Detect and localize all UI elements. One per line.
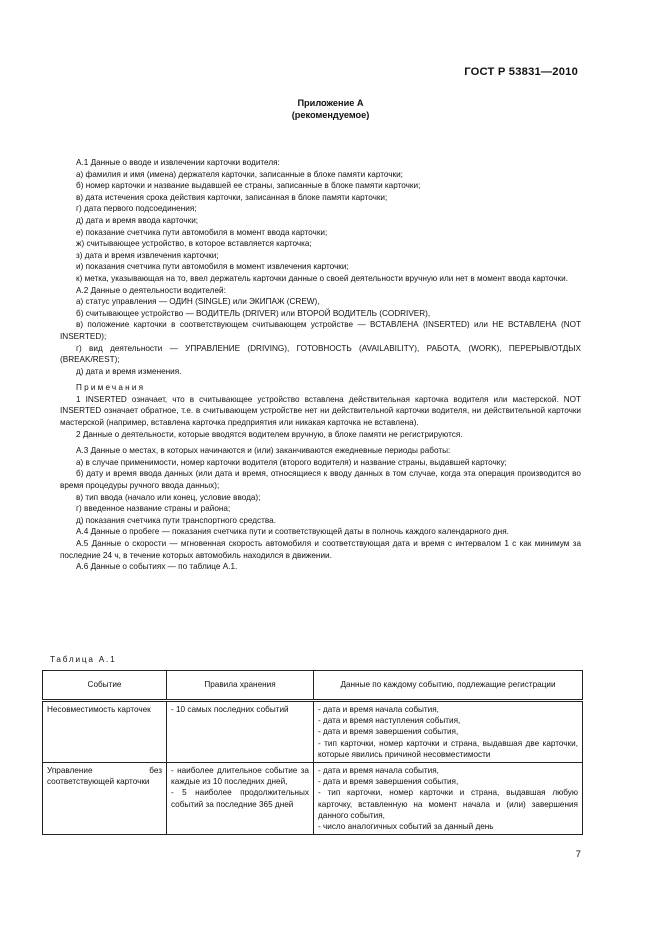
list-item: г) дата первого подсоединения; [76,204,197,214]
event-cell [43,701,167,763]
column-header-data: Данные по каждому событию, подлежащие регистрации [314,671,583,701]
list-item: г) введенное название страны и района; [76,504,231,514]
list-item: е) показание счетчика пути автомобиля в момент ввода карточки; [76,227,328,237]
cell-line: - тип карточки, номер карточки и страна, выдавшая две карточки, которые явились причиной несовместимости [318,738,578,759]
data-cell [314,763,583,835]
data-cell [314,701,583,763]
note-item: 2 Данные о деятельности, которые вводятся водителем вручную, в блоке памяти не регистрируются. [76,429,463,439]
cell-line: - тип карточки, номер карточки и страна, выдавшая любую карточку, вставленную на момент начала и (или) завершения данного события, [318,788,578,820]
annex-subtitle: (рекомендуемое) [291,110,370,120]
list-item: б) номер карточки и название выдавшей ее страны, записанные в блоке памяти карточки; [76,181,421,191]
list-item: ж) считывающее устройство, в которое вставляется карточка; [76,239,312,249]
section-a4: А.4 Данные о пробеге — показания счетчика пути и соответствующей даты в полночь каждого календарного дня. [76,527,509,537]
cell-line: - дата и время начала события, [318,766,439,776]
table-header-row [43,671,583,701]
section-a3-heading: А.3 Данные о местах, в которых начинаются и (или) заканчиваются ежедневные периоды работы: [76,446,451,456]
list-item: а) статус управления — ОДИН (SINGLE) или ЭКИПАЖ (CREW), [76,297,320,307]
list-item: к) метка, указывающая на то, ввел держатель карточки данные о своей деятельности вручную или нет в момент ввода карточки. [76,273,568,283]
note-item: 1 INSERTED означает, что в считывающее устройство вставлена действительная карточка водителя или мастерской. NOT INSERTED означает обратное, т.е. в считывающем устройстве нет ни действительной карточки водителя, ни действительной карточки мастерской (например, вставлена карточка предприятия или никакая карточка не вставлена). [60,394,581,428]
list-item: з) дата и время извлечения карточки; [76,250,219,260]
column-header-event: Событие [43,671,167,701]
section-a2-heading: А.2 Данные о деятельности водителей: [76,285,226,295]
section-a6: А.6 Данные о событиях — по таблице А.1. [76,562,238,572]
column-header-storage: Правила хранения [167,671,314,701]
list-item: а) фамилия и имя (имена) держателя карточки, записанные в блоке памяти карточки; [76,169,403,179]
annex-title: Приложение А [297,98,364,108]
cell-line: - дата и время завершения события, [318,777,459,787]
storage-cell [167,701,314,763]
cell-line: - число аналогичных событий за данный день [318,822,494,832]
list-item: в) положение карточки в соответствующем считывающем устройстве — ВСТАВЛЕНА (INSERTED) или НЕ ВСТАВЛЕНА (NOT INSERTED); [60,320,581,341]
list-item: б) дату и время ввода данных (или дата и время, относящиеся к вводу данных в том случае, когда эта операция производится во время процедуры ручного ввода данных); [60,469,581,491]
events-table [42,670,583,835]
list-item: д) дата и время изменения. [76,366,182,376]
table-row [43,763,583,835]
cell-line: - дата и время наступления события, [318,716,461,726]
list-item: д) показания счетчика пути транспортного средства. [76,515,276,525]
cell-line: - 5 наиболее продолжительных событий за последние 365 дней [171,788,309,809]
list-item: а) в случае применимости, номер карточки водителя (второго водителя) и название страны, выдавшей карточку; [76,457,507,467]
document-body [60,157,581,573]
cell-text: Несовместимость карточек [47,705,151,714]
page-number: 7 [575,849,581,860]
standard-number: ГОСТ Р 53831—2010 [464,66,578,78]
list-item: и) показания счетчика пути автомобиля в момент извлечения карточки; [76,262,349,272]
list-item: в) дата истечения срока действия карточки, записанная в блоке памяти карточки; [76,192,388,202]
list-item: г) вид деятельности — УПРАВЛЕНИЕ (DRIVING), ГОТОВНОСТЬ (AVAILABILITY), РАБОТА, (WORK), ПЕРЕРЫВ/ОТДЫХ (BREAK/REST); [60,343,581,365]
table-row [43,701,583,763]
cell-line: - 10 самых последних событий [171,705,289,714]
notes-heading: Примечания [76,383,146,393]
section-a5: А.5 Данные о скорости — мгновенная скорость автомобиля и соответствующая дата и время с интервалом 1 с как минимум за последние 24 ч, в течение которых автомобиль находился в движении. [60,539,581,560]
storage-cell [167,763,314,835]
cell-text: Управление без соответствующей карточки [47,766,162,787]
cell-line: - наиболее длительное событие за каждые из 10 последних дней, [171,766,309,787]
cell-line: - дата и время начала события, [318,705,439,714]
cell-line: - дата и время завершения события, [318,727,459,737]
table-caption: Таблица А.1 [50,655,117,664]
list-item: б) считывающее устройство — ВОДИТЕЛЬ (DRIVER) или ВТОРОЙ ВОДИТЕЛЬ (CODRIVER), [76,308,431,318]
list-item: д) дата и время ввода карточки; [76,215,199,225]
list-item: в) тип ввода (начало или конец, условие ввода); [76,492,261,502]
section-a1-heading: А.1 Данные о вводе и извлечении карточки водителя: [76,158,280,167]
event-cell [43,763,167,835]
